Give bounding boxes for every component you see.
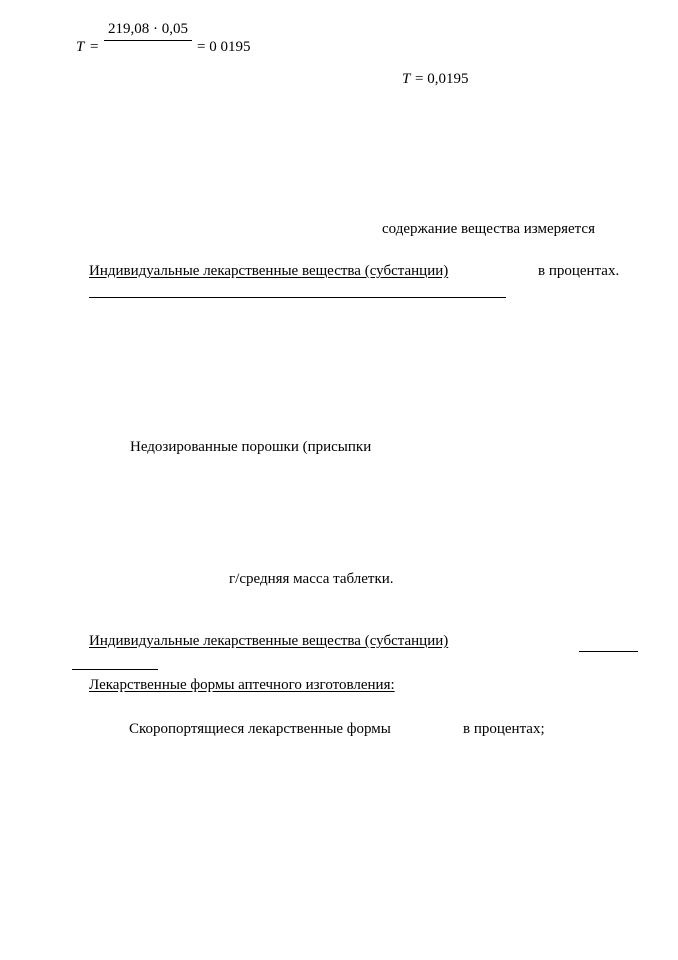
heading-individual-substances-2: Индивидуальные лекарственные вещества (субстанции) [89,633,449,649]
text-in-percent: в процентах. [538,263,620,279]
formula-variable-t: T [76,39,85,55]
formula-result: = 0 0195 [197,39,251,55]
heading-pharmacy-forms: Лекарственные формы аптечного изготовления: [89,677,395,693]
formula-fraction [104,22,192,41]
formula-numerator: 219,08 · 0,05 [108,21,188,37]
formula2-result: = 0,0195 [415,71,469,87]
text-in-percent-2: в процентах; [463,721,545,737]
horizontal-rule [89,297,506,298]
formula-equals-sign: = [90,39,99,55]
text-unit-powders: Недозированные порошки (присыпки [130,439,372,455]
horizontal-rule [72,669,158,670]
horizontal-rule [579,651,638,652]
heading-individual-substances: Индивидуальные лекарственные вещества (субстанции) [89,263,449,279]
text-perishable-forms: Скоропортящиеся лекарственные формы [129,721,391,737]
text-content-measured: содержание вещества измеряется [382,221,595,237]
fraction-bar [104,40,192,41]
formula2-variable-t: T [402,71,411,87]
text-tablet-mass: г/средняя масса таблетки. [229,571,394,587]
